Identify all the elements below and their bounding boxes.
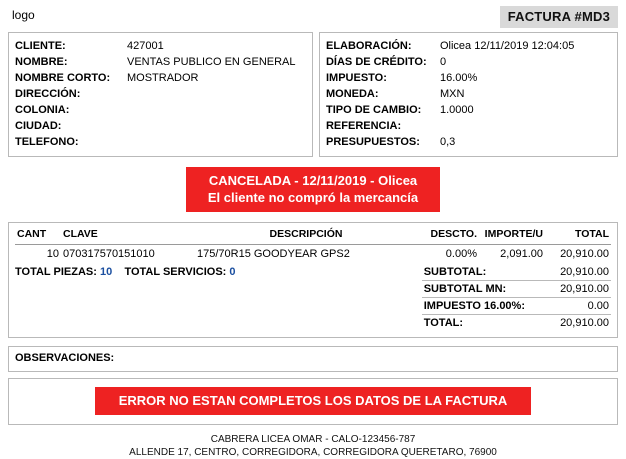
totals-line: [15, 264, 611, 331]
error-banner: ERROR NO ESTAN COMPLETOS LOS DATOS DE LA FACTURA: [95, 387, 531, 415]
field-label: REFERENCIA:: [325, 120, 402, 132]
totals-table: [422, 264, 611, 331]
field-value: [127, 86, 306, 102]
column-header-total: TOTAL: [545, 227, 611, 245]
table-row: [326, 118, 611, 134]
table-row: [326, 70, 611, 86]
field-label: PRESUPUESTOS:: [325, 136, 420, 148]
cancelled-banner: [186, 167, 440, 212]
field-value: Olicea 12/11/2019 12:04:05: [439, 40, 575, 52]
cancelled-banner-line1: CANCELADA - 12/11/2019 - Olicea: [208, 173, 418, 188]
total-amount: 20,910.00: [543, 281, 611, 298]
field-value: 1.0000: [439, 104, 474, 116]
field-value: VENTAS PUBLICO EN GENERAL: [127, 56, 296, 68]
cell-importe-u: 2,091.00: [500, 248, 543, 260]
field-label: DÍAS DE CRÉDITO:: [325, 56, 427, 68]
field-label: MONEDA:: [325, 88, 379, 100]
cell-descto: 0.00%: [445, 248, 477, 260]
total-label: SUBTOTAL:: [423, 266, 487, 278]
table-row: [15, 38, 306, 54]
field-label: TIPO DE CAMBIO:: [325, 104, 422, 116]
items-section: [8, 222, 618, 338]
total-piezas-label: TOTAL PIEZAS:: [15, 266, 97, 278]
table-row: [15, 54, 306, 70]
footer-line-2: ALLENDE 17, CENTRO, CORREGIDORA, CORREGIDORA QUERETARO, 76900: [129, 447, 497, 458]
field-value: 16.00%: [439, 72, 478, 84]
field-label: DIRECCIÓN:: [15, 88, 81, 100]
field-label: CIUDAD:: [15, 120, 62, 132]
items-table-header-row: [15, 227, 611, 245]
total-label: SUBTOTAL MN:: [422, 281, 543, 298]
info-panels: [8, 32, 618, 157]
field-value: 0: [439, 56, 447, 68]
table-row: [15, 134, 306, 150]
piece-counts: [15, 264, 236, 278]
field-label: COLONIA:: [15, 104, 70, 116]
invoice-info-table: [326, 38, 611, 150]
field-label: TELEFONO:: [15, 136, 79, 148]
table-row: [326, 102, 611, 118]
table-row: [326, 54, 611, 70]
field-value: [440, 118, 611, 134]
column-header-descripcion: DESCRIPCIÓN: [195, 227, 417, 245]
total-label: TOTAL:: [422, 315, 543, 332]
table-row: [15, 118, 306, 134]
field-label: IMPUESTO:: [325, 72, 387, 84]
total-piezas-value: 10: [99, 266, 113, 278]
column-header-cant: CANT: [15, 227, 61, 245]
cell-descripcion: 175/70R15 GOODYEAR GPS2: [197, 248, 350, 260]
field-label: CLIENTE:: [15, 40, 66, 52]
items-table: [15, 227, 611, 262]
table-row: [422, 281, 611, 298]
invoice-details-panel: [319, 32, 618, 157]
field-label: NOMBRE:: [15, 56, 68, 68]
total-servicios-value: 0: [229, 266, 236, 278]
table-row: [326, 86, 611, 102]
logo: logo: [12, 8, 35, 22]
client-info-table: [15, 38, 306, 150]
table-row: [422, 298, 611, 315]
header-bar: [8, 6, 618, 28]
footer-line-1: CABRERA LICEA OMAR - CALO-123456-787: [210, 434, 416, 445]
table-row: [15, 70, 306, 86]
table-row: [422, 264, 611, 281]
client-panel: [8, 32, 313, 157]
table-row: [326, 38, 611, 54]
cell-clave: 070317570151010: [63, 248, 155, 260]
factura-number-badge: FACTURA #MD3: [500, 6, 618, 28]
table-row: [422, 315, 611, 332]
total-label: IMPUESTO 16.00%:: [422, 298, 543, 315]
field-value: [127, 102, 306, 118]
column-header-importe-u: IMPORTE/U: [479, 227, 545, 245]
cell-total: 20,910.00: [560, 248, 609, 260]
footer: [8, 433, 618, 459]
table-row: [15, 86, 306, 102]
table-row: [15, 245, 611, 263]
field-value: 427001: [127, 40, 164, 52]
field-value: [127, 134, 306, 150]
field-value: MOSTRADOR: [127, 72, 199, 84]
column-header-descto: DESCTO.: [417, 227, 479, 245]
observaciones-label: OBSERVACIONES:: [15, 352, 115, 364]
field-value: 0,3: [439, 136, 456, 148]
field-value: [127, 118, 306, 134]
total-amount: 20,910.00: [543, 315, 611, 332]
table-row: [326, 134, 611, 150]
observaciones-section: [8, 346, 618, 372]
total-amount: 20,910.00: [560, 266, 609, 278]
cancelled-banner-line2: El cliente no compró la mercancía: [207, 190, 419, 205]
total-amount: 0.00: [543, 298, 611, 315]
table-row: [15, 102, 306, 118]
cancel-banner-wrap: [8, 167, 618, 212]
error-section: [8, 378, 618, 425]
field-label: NOMBRE CORTO:: [15, 72, 111, 84]
field-value: MXN: [439, 88, 465, 100]
column-header-clave: CLAVE: [61, 227, 195, 245]
cell-cant: 10: [46, 248, 59, 260]
field-label: ELABORACIÓN:: [325, 40, 412, 52]
total-servicios-label: TOTAL SERVICIOS:: [124, 266, 227, 278]
